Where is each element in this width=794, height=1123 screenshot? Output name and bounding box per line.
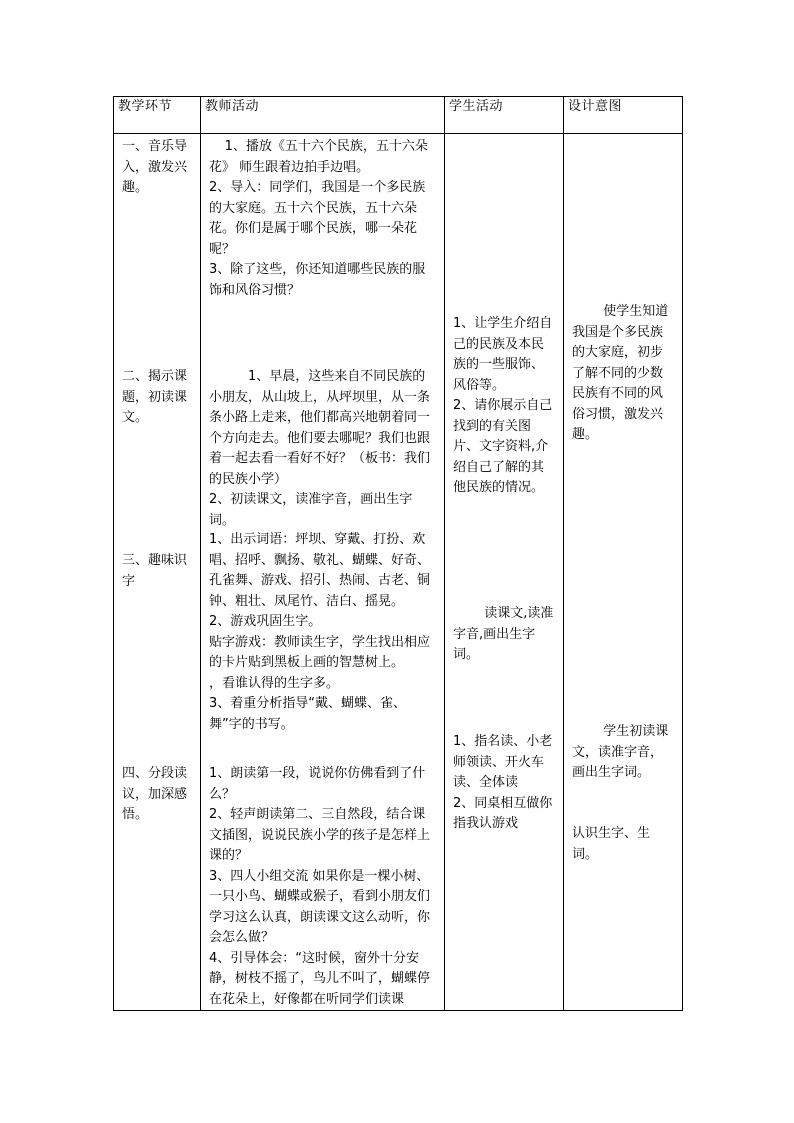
student-section-3 (453, 732, 555, 835)
teacher-item: 2、轻声朗读第二、三自然段，结合课文插图，说说民族小学的孩子是怎样上课的？ (209, 807, 431, 863)
design-item: 认识生字、生词。 (572, 826, 651, 862)
teacher-item: 1、朗读第一段，说说你仿佛看到了什么？ (209, 766, 426, 802)
teacher-section-1 (209, 137, 436, 301)
stage-column (114, 134, 201, 1011)
stage-4: 四、分段读议，加深感悟。 (122, 766, 188, 822)
teacher-item: 1、播放《五十六个民族，五十六朵花》 师生跟着边拍手边唱。 (209, 139, 428, 175)
design-section-1 (572, 302, 674, 446)
teacher-item: 3、着重分析指导“戴、蝴蝶、雀、舞”字的书写。 (209, 696, 407, 732)
design-section-2 (572, 722, 674, 784)
teacher-item: 2、游戏巩固生字。 (209, 614, 322, 629)
teacher-item: 贴字游戏：教师读生字，学生找出相应的卡片贴到黑板上画的智慧树上。 (209, 634, 431, 670)
student-item: 读课文,读准字音,画出生字词。 (453, 606, 554, 662)
header-student-activity: 学生活动 (445, 97, 564, 134)
teacher-section-3 (209, 530, 436, 735)
teacher-item: 1、出示词语：坪坝、穿戴、打扮、欢唱、招呼、飘扬、敬礼、蝴蝶、好奇、孔雀舞、游戏、招引、热闹、古老、铜钟、粗壮、凤尾竹、洁白、摇晃。 (209, 532, 431, 609)
design-section-3 (572, 824, 674, 865)
header-design-intent: 设计意图 (564, 97, 683, 134)
teacher-item: ，看谁认得的生字多。 (209, 675, 340, 691)
student-item: 2、同桌相互做你指我认游戏 (453, 795, 553, 831)
stage-1: 一、音乐导入，激发兴趣。 (122, 139, 188, 195)
student-section-1 (453, 314, 555, 499)
design-column (564, 134, 683, 1011)
teacher-item: 2、初读课文，读准字音，画出生字词。 (209, 492, 413, 528)
teacher-section-2 (209, 367, 436, 531)
teacher-column (201, 134, 445, 1011)
design-item: 学生初读课文，读准字音，画出生字词。 (572, 724, 669, 780)
student-item: 1、让学生介绍自己的民族及本民族的一些服饰、风俗等。 (453, 316, 553, 393)
table-body-row (114, 134, 683, 1011)
student-item: 2、请你展示自己找到的有关图片、文字资料,介绍自己了解的其他民族的情况。 (453, 398, 553, 495)
stage-2: 二、揭示课题，初读课文。 (122, 369, 188, 425)
teacher-item: 3、除了这些，你还知道哪些民族的服饰和风俗习惯？ (209, 262, 426, 298)
table-header-row (114, 97, 683, 134)
teacher-item: 4、引导体会：“这时候，窗外十分安静，树枝不摇了，鸟儿不叫了，蝴蝶停在花朵上，好像都在听同学们读课 (209, 950, 431, 1007)
student-item: 1、指名读、小老师领读、开火车读、全体读 (453, 734, 553, 790)
header-stage: 教学环节 (114, 97, 201, 134)
teacher-item: 1、早晨，这些来自不同民族的小朋友，从山坡上，从坪坝里，从一条条小路上走来，他们都高兴地朝着同一个方向走去。他们要去哪呢？我们也跟着一起去看一看好不好？（板书：我们的民族小学） (209, 369, 431, 487)
teacher-section-4 (209, 764, 436, 1010)
design-item: 使学生知道我国是个多民族的大家庭，初步了解不同的少数民族有不同的风俗习惯，激发兴趣。 (572, 304, 669, 442)
teacher-item: 2、导入：同学们，我国是一个多民族的大家庭。五十六个民族，五十六朵花。你们是属于哪个民族，哪一朵花呢？ (209, 180, 426, 257)
stage-3: 三、趣味识字 (122, 553, 188, 589)
student-column (445, 134, 564, 1011)
lesson-plan-table (113, 96, 683, 1011)
teacher-item: 3、四人小组交流 如果你是一棵小树、一只小鸟、蝴蝶或猴子，看到小朋友们学习这么认真，朗读课文这么动听，你会怎么做？ (209, 868, 431, 945)
student-section-2 (453, 604, 555, 666)
header-teacher-activity: 教师活动 (201, 97, 445, 134)
